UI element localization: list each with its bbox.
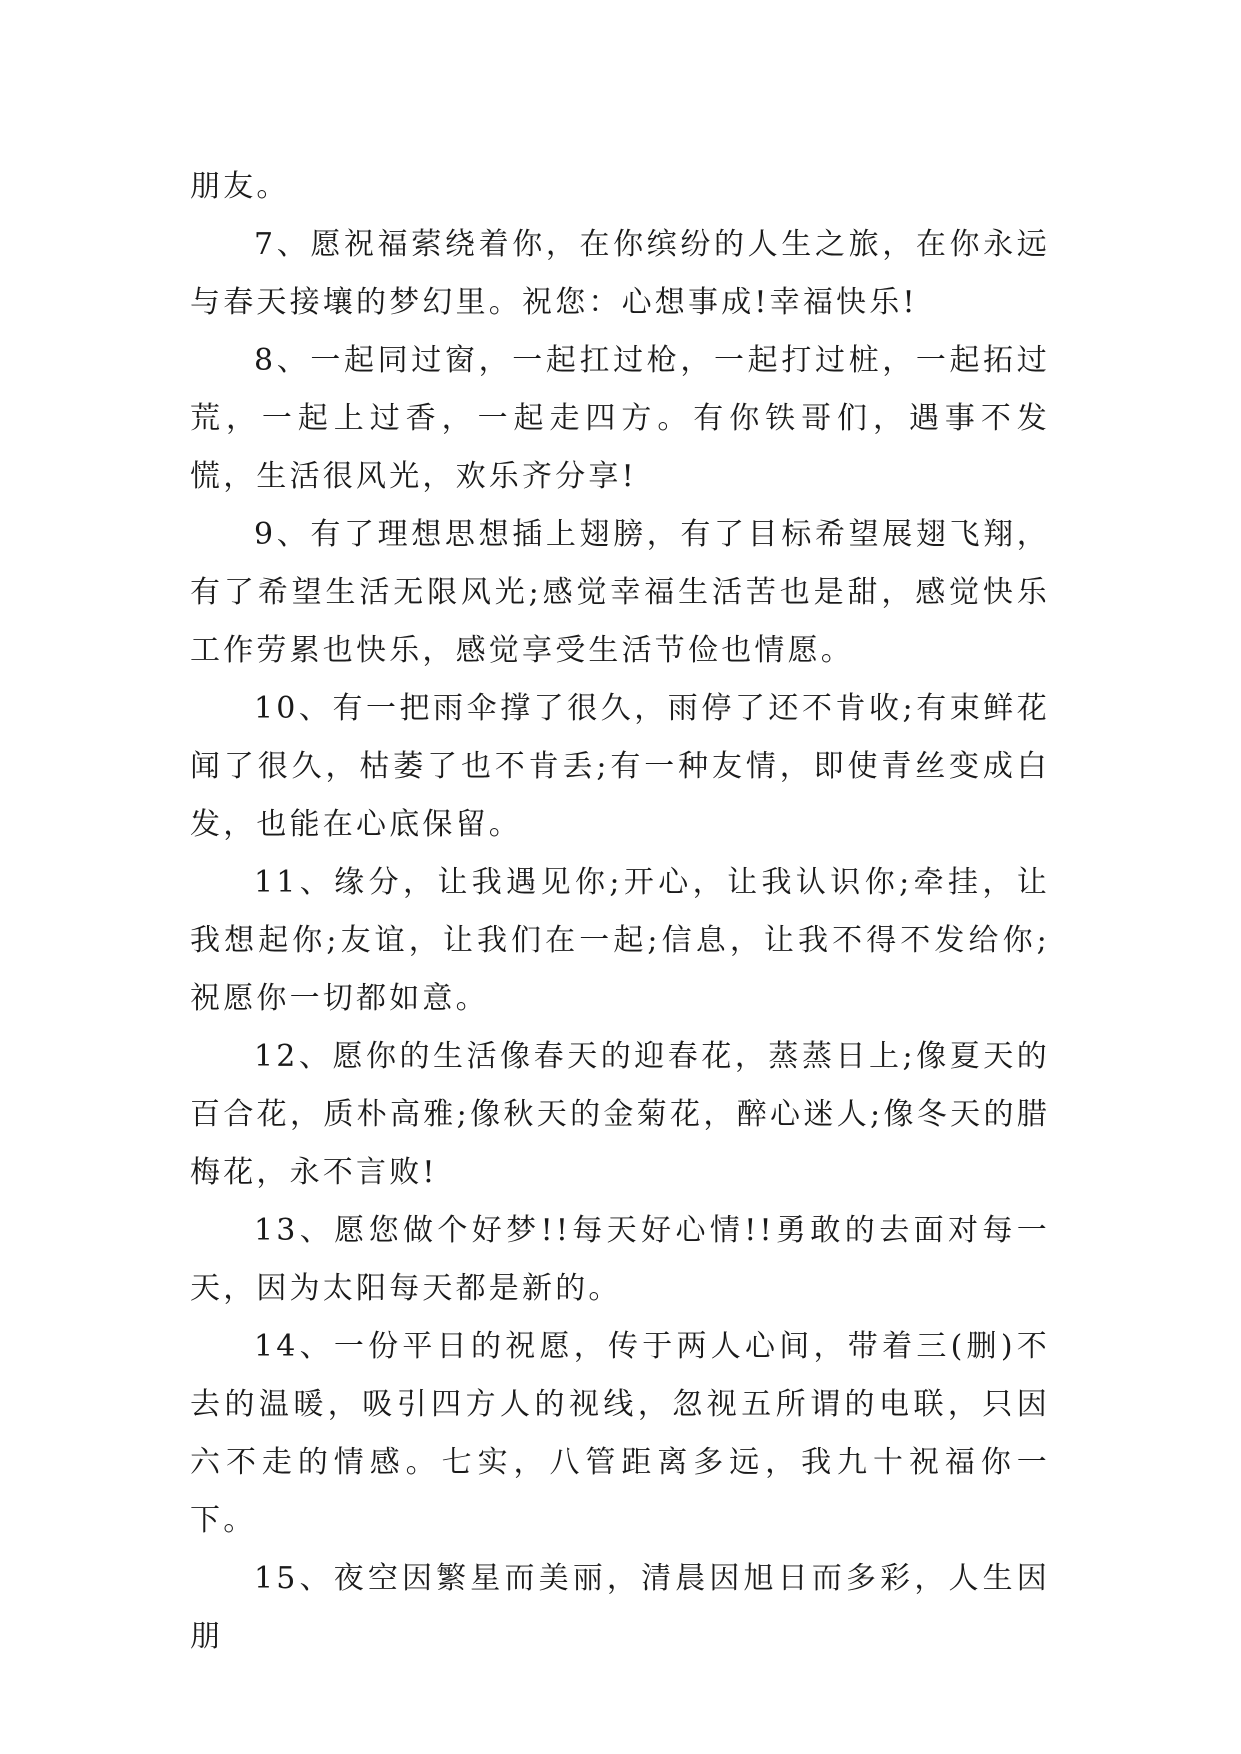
paragraph-continuation: 朋友。 <box>190 169 290 204</box>
paragraph-8: 8、一起同过窗，一起扛过枪，一起打过桩，一起拓过荒，一起上过香，一起走四方。有你铁哥们，遇事不发慌，生活很风光，欢乐齐分享! <box>190 343 1050 494</box>
document-body <box>190 158 1050 1666</box>
paragraph-9: 9、有了理想思想插上翅膀，有了目标希望展翅飞翔，有了希望生活无限风光;感觉幸福生活苦也是甜，感觉快乐工作劳累也快乐，感觉享受生活节俭也情愿。 <box>190 517 1050 668</box>
paragraph-10: 10、有一把雨伞撑了很久，雨停了还不肯收;有束鲜花闻了很久，枯萎了也不肯丢;有一种友情，即使青丝变成白发，也能在心底保留。 <box>190 691 1050 842</box>
paragraph-14: 14、一份平日的祝愿，传于两人心间，带着三(删)不去的温暖，吸引四方人的视线，忽视五所谓的电联，只因六不走的情感。七实，八管距离多远，我九十祝福你一下。 <box>190 1329 1050 1538</box>
paragraph-12: 12、愿你的生活像春天的迎春花，蒸蒸日上;像夏天的百合花，质朴高雅;像秋天的金菊花，醉心迷人;像冬天的腊梅花，永不言败! <box>190 1039 1050 1190</box>
paragraph-7: 7、愿祝福萦绕着你，在你缤纷的人生之旅，在你永远与春天接壤的梦幻里。祝您：心想事成!幸福快乐! <box>190 227 1050 320</box>
paragraph-13: 13、愿您做个好梦!!每天好心情!!勇敢的去面对每一天，因为太阳每天都是新的。 <box>190 1213 1050 1306</box>
paragraph-11: 11、缘分，让我遇见你;开心，让我认识你;牵挂，让我想起你;友谊，让我们在一起;信息，让我不得不发给你;祝愿你一切都如意。 <box>190 865 1050 1016</box>
paragraph-15: 15、夜空因繁星而美丽，清晨因旭日而多彩，人生因朋 <box>190 1561 1050 1654</box>
